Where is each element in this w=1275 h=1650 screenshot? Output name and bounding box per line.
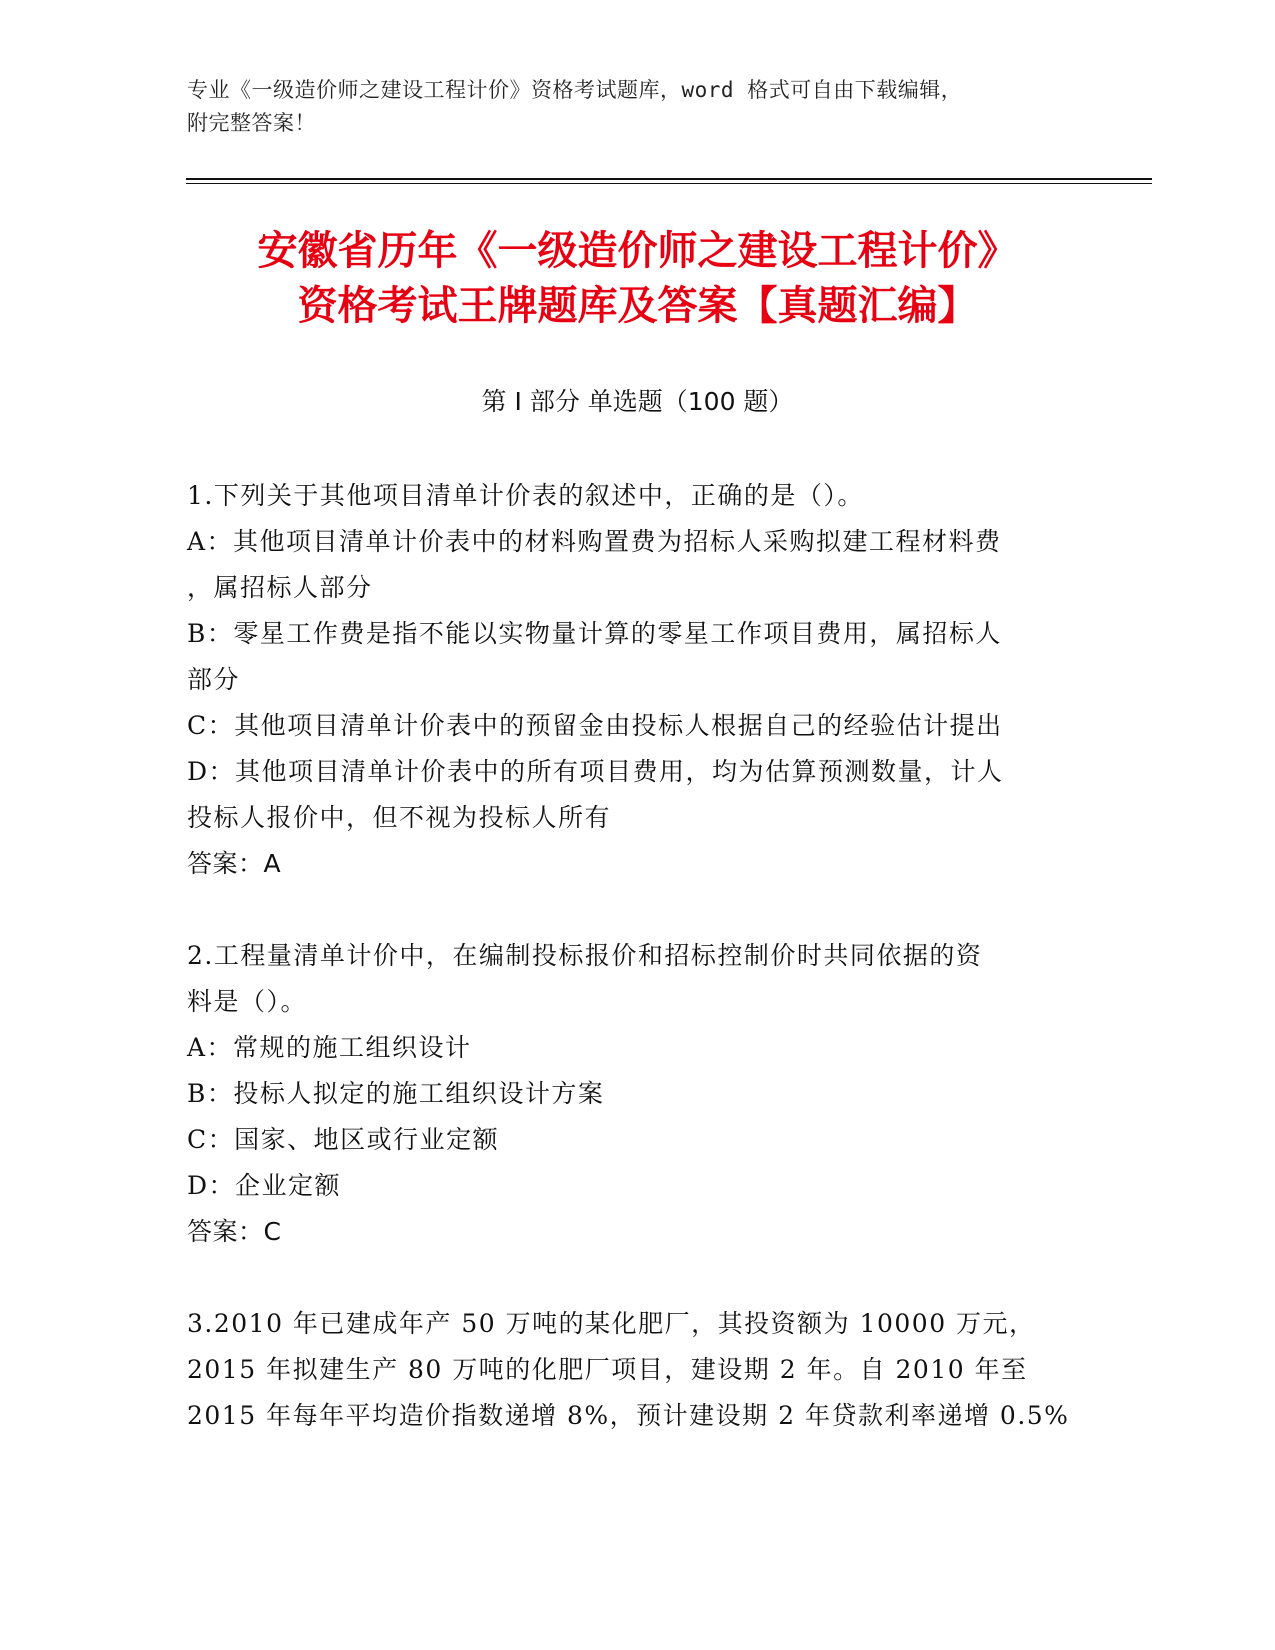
option-a-line: A：常规的施工组织设计	[187, 1033, 472, 1062]
option-d-line: D：企业定额	[187, 1171, 342, 1200]
option-d-line: D：其他项目清单计价表中的所有项目费用，均为估算预测数量，计人	[187, 757, 1004, 786]
question-stem-line: 1.下列关于其他项目清单计价表的叙述中，正确的是（）。	[187, 481, 864, 510]
question-stem-line: 料是（）。	[187, 987, 308, 1016]
option-a-line: ，属招标人部分	[187, 573, 373, 602]
question-spacer	[187, 887, 1087, 933]
option-b-line: 部分	[187, 665, 241, 694]
question-stem-line: 2015 年每年平均造价指数递增 8%，预计建设期 2 年贷款利率递增 0.5%	[187, 1401, 1070, 1430]
question-1	[187, 473, 1087, 887]
header-divider-thick	[186, 178, 1152, 180]
option-b-line: B：投标人拟定的施工组织设计方案	[187, 1079, 605, 1108]
option-a-line: A：其他项目清单计价表中的材料购置费为招标人采购拟建工程材料费	[187, 527, 1002, 556]
question-list	[187, 473, 1087, 1439]
option-c-line: C：其他项目清单计价表中的预留金由投标人根据自己的经验估计提出	[187, 711, 1003, 740]
option-b-line: B：零星工作费是指不能以实物量计算的零星工作项目费用，属招标人	[187, 619, 1002, 648]
document-title	[150, 224, 1125, 334]
question-stem-line: 2015 年拟建生产 80 万吨的化肥厂项目，建设期 2 年。自 2010 年至	[187, 1355, 1028, 1384]
document-title-line-2: 资格考试王牌题库及答案【真题汇编】	[297, 283, 978, 329]
question-3	[187, 1301, 1087, 1439]
document-title-line-1: 安徽省历年《一级造价师之建设工程计价》	[257, 228, 1018, 274]
question-stem-line: 2.工程量清单计价中，在编制投标报价和招标控制价时共同依据的资	[187, 941, 983, 970]
question-stem-line: 3.2010 年已建成年产 50 万吨的某化肥厂，其投资额为 10000 万元，	[187, 1309, 1036, 1338]
option-c-line: C：国家、地区或行业定额	[187, 1125, 500, 1154]
answer-label: 答案：A	[187, 849, 282, 878]
question-spacer	[187, 1255, 1087, 1301]
header-note-line-1: 专业《一级造价师之建设工程计价》资格考试题库，word 格式可自由下载编辑，	[187, 78, 963, 102]
section-heading: 第 I 部分 单选题（100 题）	[481, 387, 794, 416]
header-note-line-2: 附完整答案！	[187, 111, 316, 135]
header-note	[187, 74, 1087, 140]
answer-label: 答案：C	[187, 1217, 282, 1246]
question-2	[187, 933, 1087, 1255]
header-divider-thin	[186, 183, 1152, 184]
option-d-line: 投标人报价中，但不视为投标人所有	[187, 803, 612, 832]
